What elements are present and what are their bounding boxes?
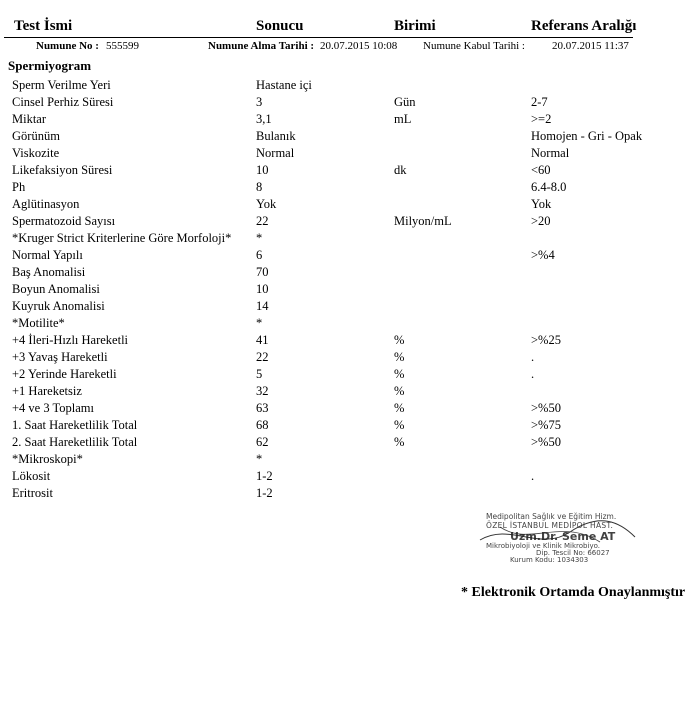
table-row	[0, 350, 633, 367]
table-row	[0, 78, 633, 95]
cell-reference: >%75	[531, 418, 561, 432]
cell-unit: %	[394, 384, 405, 398]
cell-reference: >20	[531, 214, 551, 228]
cell-reference: >%4	[531, 248, 555, 262]
cell-test-name: *Mikroskopi*	[12, 452, 83, 466]
cell-unit: mL	[394, 112, 412, 126]
cell-test-name: Sperm Verilme Yeri	[12, 78, 111, 92]
cell-reference: >%50	[531, 435, 561, 449]
doctor-stamp	[480, 500, 640, 564]
header-unit: Birimi	[394, 18, 436, 34]
cell-test-name: 1. Saat Hareketlilik Total	[12, 418, 138, 432]
table-row	[0, 197, 633, 214]
table-row	[0, 248, 633, 265]
approval-note: * Elektronik Ortamda Onaylanmıştır	[461, 585, 685, 600]
cell-test-name: 2. Saat Hareketlilik Total	[12, 435, 138, 449]
cell-test-name: *Kruger Strict Kriterlerine Göre Morfoloji*	[12, 231, 232, 245]
stamp-line-5: Dip. Tescil No: 66027	[536, 549, 610, 557]
table-row	[0, 95, 633, 112]
cell-result: 1-2	[256, 469, 273, 483]
cell-result: 63	[256, 401, 269, 415]
table-row	[0, 401, 633, 418]
cell-result: 32	[256, 384, 269, 398]
cell-test-name: +4 ve 3 Toplamı	[12, 401, 94, 415]
cell-reference: <60	[531, 163, 551, 177]
stamp-doctor-name: Uzm.Dr. Seme AT	[510, 530, 616, 543]
cell-result: 22	[256, 350, 269, 364]
cell-result: *	[256, 452, 263, 466]
cell-reference: Yok	[531, 197, 552, 211]
cell-test-name: +3 Yavaş Hareketli	[12, 350, 108, 364]
sample-no-label: Numune No :	[36, 40, 99, 52]
cell-result: 70	[256, 265, 269, 279]
table-row	[0, 112, 633, 129]
cell-unit: %	[394, 367, 405, 381]
cell-result: 41	[256, 333, 269, 347]
cell-result: 10	[256, 163, 269, 177]
header-reference: Referans Aralığı	[531, 18, 637, 34]
table-row	[0, 231, 633, 248]
table-row	[0, 469, 633, 486]
cell-test-name: Aglütinasyon	[12, 197, 80, 211]
cell-reference: 2-7	[531, 95, 548, 109]
stamp-line-2: ÖZEL İSTANBUL MEDİPOL HAST.	[486, 521, 614, 530]
stamp-line-1: Medipolitan Sağlık ve Eğitim Hizm.	[486, 512, 617, 521]
cell-test-name: Görünüm	[12, 129, 60, 143]
cell-test-name: Miktar	[12, 112, 47, 126]
table-row	[0, 282, 633, 299]
cell-reference: >=2	[531, 112, 552, 126]
cell-result: 10	[256, 282, 269, 296]
cell-result: Normal	[256, 146, 295, 160]
cell-result: Hastane içi	[256, 78, 312, 92]
cell-result: *	[256, 231, 263, 245]
cell-unit: Gün	[394, 95, 416, 109]
cell-result: *	[256, 316, 263, 330]
cell-result: 14	[256, 299, 269, 313]
cell-result: 62	[256, 435, 269, 449]
sample-no-value: 555599	[106, 40, 139, 52]
cell-test-name: Lökosit	[12, 469, 51, 483]
cell-unit: %	[394, 401, 405, 415]
cell-unit: dk	[394, 163, 407, 177]
header-result: Sonucu	[256, 18, 304, 34]
table-row	[0, 435, 633, 452]
cell-result: 22	[256, 214, 269, 228]
cell-unit: %	[394, 418, 405, 432]
cell-test-name: Cinsel Perhiz Süresi	[12, 95, 114, 109]
cell-result: 1-2	[256, 486, 273, 500]
table-row	[0, 214, 633, 231]
cell-test-name: Viskozite	[12, 146, 60, 160]
cell-test-name: *Motilite*	[12, 316, 65, 330]
cell-unit: %	[394, 333, 405, 347]
cell-test-name: Ph	[12, 180, 26, 194]
collect-date-label: Numune Alma Tarihi :	[208, 40, 315, 52]
table-row	[0, 333, 633, 350]
cell-result: 3,1	[256, 112, 272, 126]
cell-reference: Normal	[531, 146, 570, 160]
cell-unit: %	[394, 435, 405, 449]
cell-test-name: Spermatozoid Sayısı	[12, 214, 116, 228]
cell-result: Yok	[256, 197, 277, 211]
table-row	[0, 146, 633, 163]
cell-result: 68	[256, 418, 269, 432]
cell-result: 8	[256, 180, 263, 194]
cell-test-name: Kuyruk Anomalisi	[12, 299, 105, 313]
cell-test-name: Boyun Anomalisi	[12, 282, 100, 296]
table-row	[0, 367, 633, 384]
table-row	[0, 265, 633, 282]
cell-result: 5	[256, 367, 263, 381]
accept-date-label: Numune Kabul Tarihi :	[423, 40, 525, 52]
cell-reference: .	[531, 469, 535, 483]
collect-date-value: 20.07.2015 10:08	[320, 40, 398, 52]
cell-reference: >%50	[531, 401, 561, 415]
accept-date-value: 20.07.2015 11:37	[552, 40, 629, 52]
cell-reference: >%25	[531, 333, 561, 347]
cell-result: 3	[256, 95, 263, 109]
table-row	[0, 163, 633, 180]
cell-test-name: Likefaksiyon Süresi	[12, 163, 113, 177]
table-row	[0, 384, 633, 401]
cell-result: 6	[256, 248, 263, 262]
table-row	[0, 129, 643, 146]
stamp-line-6: Kurum Kodu: 1034303	[510, 556, 589, 564]
cell-test-name: +1 Hareketsiz	[12, 384, 82, 398]
table-row	[0, 180, 633, 197]
cell-unit: Milyon/mL	[394, 214, 452, 228]
cell-reference: .	[531, 367, 535, 381]
cell-reference: .	[531, 350, 535, 364]
cell-unit: %	[394, 350, 405, 364]
table-row	[0, 316, 633, 333]
cell-test-name: Baş Anomalisi	[12, 265, 86, 279]
cell-test-name: +4 İleri-Hızlı Hareketli	[12, 333, 129, 347]
cell-test-name: Normal Yapılı	[12, 248, 83, 262]
cell-reference: 6.4-8.0	[531, 180, 567, 194]
cell-test-name: Eritrosit	[12, 486, 53, 500]
table-row	[0, 452, 633, 469]
table-row	[0, 299, 633, 316]
section-title: Spermiyogram	[8, 58, 92, 73]
header-divider	[4, 37, 633, 38]
stamp-line-4: Mikrobiyoloji ve Klinik Mikrobiyo.	[486, 542, 600, 550]
cell-test-name: +2 Yerinde Hareketli	[12, 367, 117, 381]
header-test-name: Test İsmi	[14, 18, 73, 34]
cell-result: Bulanık	[256, 129, 296, 143]
cell-reference: Homojen - Gri - Opak	[531, 129, 643, 143]
table-row	[0, 418, 633, 435]
